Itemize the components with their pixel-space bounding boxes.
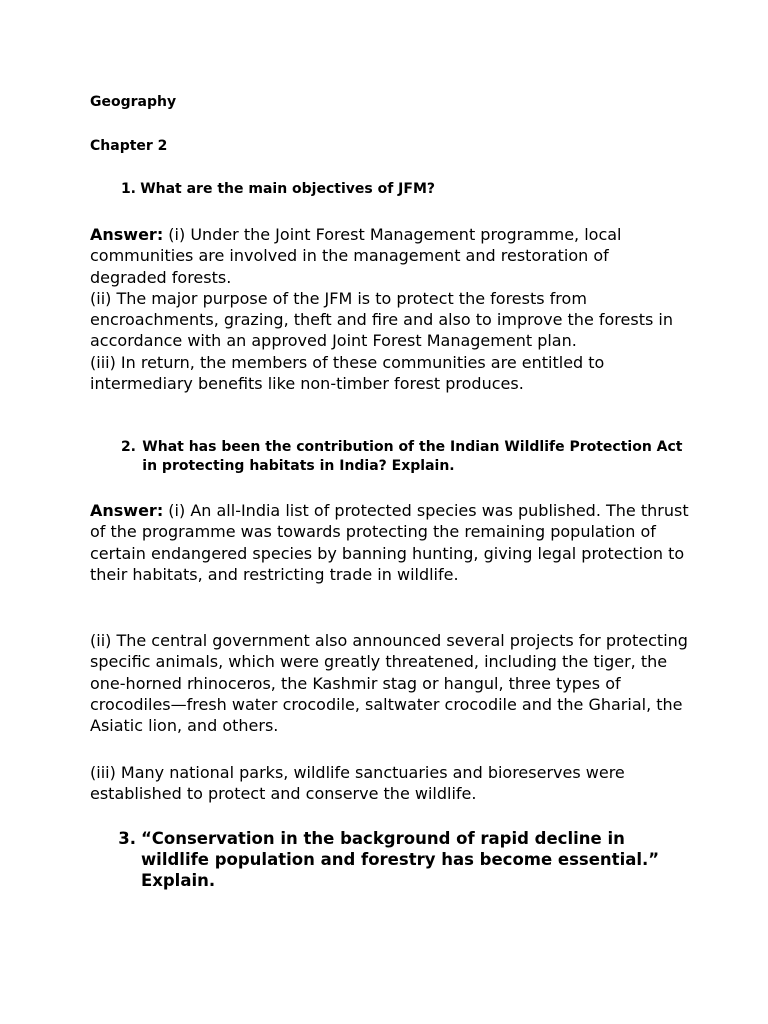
question-3-number: 3.: [118, 829, 136, 848]
question-1-text: What are the main objectives of JFM?: [140, 181, 435, 197]
question-2-number: 2.: [120, 439, 136, 455]
question-1: [90, 180, 690, 198]
answer-2-part-1: [90, 500, 690, 585]
question-2: [90, 438, 690, 476]
answer-2-label: Answer:: [90, 501, 164, 520]
answer-2-text-1: (i) An all-India list of protected species was published. The thrust of the programme was towards protecting the remaining population of certain endangered species by banning hunting, giving legal protection to their habitats, and restricting trade in wildlife.: [90, 501, 689, 584]
chapter-heading: Chapter 2: [90, 138, 168, 154]
question-1-number: 1.: [120, 181, 136, 197]
answer-1-part-2: (ii) The major purpose of the JFM is to protect the forests from encroachments, grazing, theft and fire and also to improve the forests in accordance with an approved Joint Forest Management plan.: [90, 288, 673, 351]
answer-1-part-3: (iii) In return, the members of these communities are entitled to intermediary benefits like non-timber forest produces.: [90, 352, 605, 394]
answer-1-part-1: [90, 224, 690, 288]
question-2-text: What has been the contribution of the Indian Wildlife Protection Act in protecting habitats in India? Explain.: [142, 439, 683, 474]
answer-1-label: Answer:: [90, 225, 164, 244]
answer-1-text-1: (i) Under the Joint Forest Management programme, local communities are involved in the management and restoration of degraded forests.: [90, 225, 622, 287]
answer-2-part-2: (ii) The central government also announced several projects for protecting specific animals, which were greatly threatened, including the tiger, the one-horned rhinoceros, the Kashmir stag or hangul, three types of crocodiles—fresh water crocodile, saltwater crocodile and the Gharial, the Asiatic lion, and others.: [90, 631, 688, 736]
answer-1: [90, 224, 690, 394]
question-3: [90, 828, 690, 891]
answer-2-part-3: (iii) Many national parks, wildlife sanctuaries and bioreserves were established to protect and conserve the wildlife.: [90, 763, 625, 804]
answer-2: [90, 500, 690, 585]
subject-heading: Geography: [90, 94, 177, 110]
question-3-text: “Conservation in the background of rapid decline in wildlife population and forestry has become essential.” Explain.: [140, 829, 660, 890]
